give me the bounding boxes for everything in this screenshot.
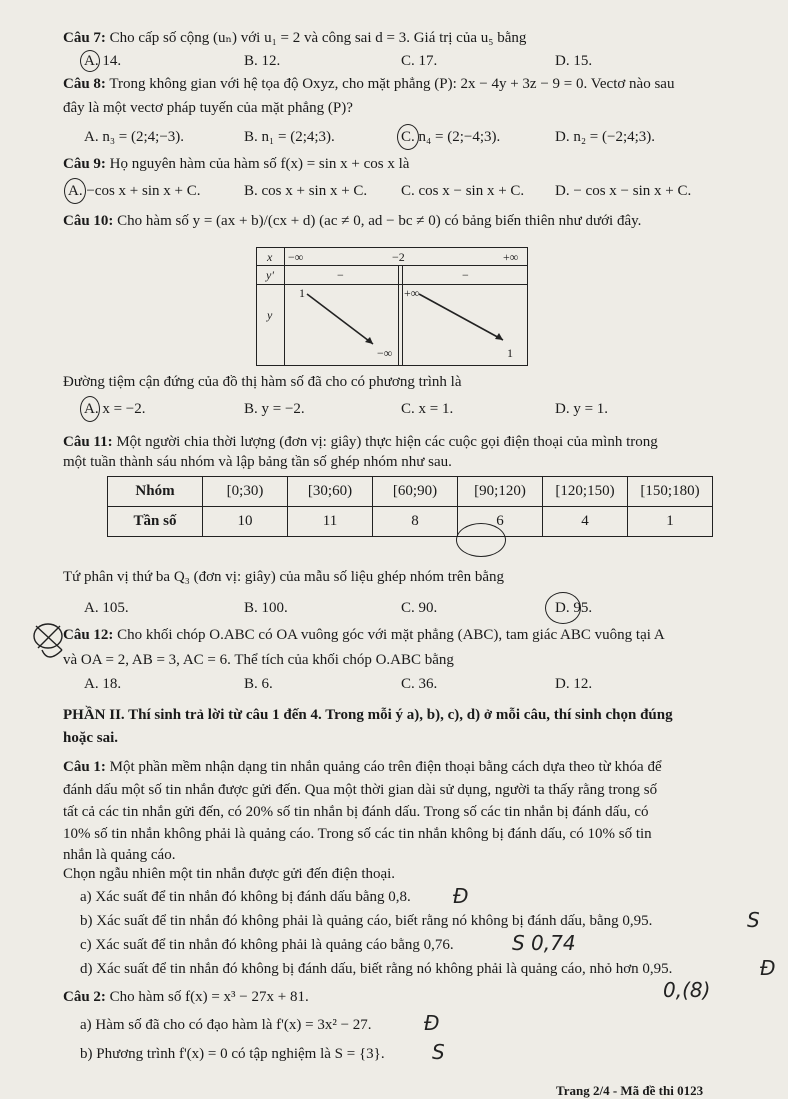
table-cell: 6 — [458, 507, 543, 537]
table-cell: [150;180) — [628, 477, 713, 507]
q9-option-c: C. cos x − sin x + C. — [401, 183, 525, 199]
vt-x-label: x — [267, 250, 273, 264]
handwritten-note: 0,(8) — [663, 978, 711, 1002]
q10-option-a: A. x = −2. — [84, 401, 146, 417]
table-cell: 1 — [628, 507, 713, 537]
q8-option-c: C. n₄ = (2;−4;3). — [401, 129, 501, 145]
q8-stem-line1: Câu 8: Trong không gian với hệ tọa độ Oxyz, cho mặt phẳng (P): 2x − 4y + 3z − 9 = 0. Vectơ nào sau — [63, 76, 675, 92]
q7-option-d: D. 15. — [555, 53, 593, 69]
handwritten-answer: Đ — [424, 1011, 440, 1035]
part2-heading-line1: PHẦN II. Thí sinh trả lời từ câu 1 đến 4. Trong mỗi ý a), b), c), d) ở mỗi câu, thí sinh chọn đúng — [63, 707, 673, 723]
scribble-mark — [30, 620, 70, 666]
p1-item-a: a) Xác suất để tin nhắn đó không bị đánh dấu bằng 0,8. — [80, 889, 411, 905]
q8-option-d: D. n₂ = (−2;4;3). — [555, 129, 656, 145]
part2-heading-line2: hoặc sai. — [63, 730, 119, 746]
p2-stem: Câu 2: Cho hàm số f(x) = x³ − 27x + 81. — [63, 989, 309, 1005]
p1-stem-line3: tất cả các tin nhắn gửi đến, có 20% số tin nhắn bị đánh dấu. Trong số các tin nhắn bị đánh dấu, có — [63, 804, 649, 820]
answer-circle-mark — [80, 50, 100, 72]
handwritten-answer: S — [747, 908, 760, 932]
p1-item-d: d) Xác suất để tin nhắn đó không bị đánh dấu, biết rằng nó không phải là quảng cáo, nhỏ hơn 0,95. — [80, 961, 673, 977]
vt-yprime-sign-right: − — [462, 268, 469, 282]
handwritten-answer: S 0,74 — [512, 931, 576, 955]
q10-stem: Câu 10: Cho hàm số y = (ax + b)/(cx + d) (ac ≠ 0, ad − bc ≠ 0) có bảng biến thiên như dưới đây. — [63, 213, 642, 229]
vt-x-neg-inf: −∞ — [288, 250, 304, 264]
vt-arrow-down-right — [419, 294, 503, 340]
p2-item-b: b) Phương trình f'(x) = 0 có tập nghiệm là S = {3}. — [80, 1046, 385, 1062]
q10-option-c: C. x = 1. — [401, 401, 454, 417]
p1-stem-line4: 10% số tin nhắn không phải là quảng cáo. Trong số các tin nhắn không bị đánh dấu, có 10% số tin — [63, 826, 652, 842]
table-cell: 10 — [203, 507, 288, 537]
page-footer: Trang 2/4 - Mã đề thi 0123 — [556, 1083, 704, 1098]
table-cell: 11 — [288, 507, 373, 537]
vt-y-left-bottom: −∞ — [377, 346, 393, 360]
table-cell: Tần số — [108, 507, 203, 537]
q7-option-c: C. 17. — [401, 53, 438, 69]
p1-item-b: b) Xác suất để tin nhắn đó không phải là quảng cáo, biết rằng nó không bị đánh dấu, bằng 0,95. — [80, 913, 653, 929]
p1-stem-line5: nhắn là quảng cáo. — [63, 847, 176, 863]
vt-arrows — [257, 248, 527, 365]
q11-stem-line2: một tuần thành sáu nhóm và lập bảng tần số ghép nhóm như sau. — [63, 454, 452, 470]
q11-option-c: C. 90. — [401, 600, 438, 616]
q12-option-c: C. 36. — [401, 676, 438, 692]
q9-stem: Câu 9: Họ nguyên hàm của hàm số f(x) = sin x + cos x là — [63, 156, 410, 172]
table-cell: Nhóm — [108, 477, 203, 507]
table-cell: [90;120) — [458, 477, 543, 507]
p1-item-c: c) Xác suất để tin nhắn đó không phải là quảng cáo bằng 0,76. — [80, 937, 454, 953]
answer-circle-mark — [456, 523, 506, 557]
q9-option-b: B. cos x + sin x + C. — [244, 183, 368, 199]
answer-circle-mark — [397, 124, 419, 150]
table-row — [108, 507, 713, 537]
q11-option-d: D. 95. — [555, 600, 593, 616]
q12-option-d: D. 12. — [555, 676, 593, 692]
q10-option-d: D. y = 1. — [555, 401, 609, 417]
q7-stem: Câu 7: Cho cấp số cộng (uₙ) với u₁ = 2 và công sai d = 3. Giá trị của u₅ bằng — [63, 30, 527, 46]
handwritten-answer: S — [432, 1040, 445, 1064]
table-cell: 8 — [373, 507, 458, 537]
q7-option-b: B. 12. — [244, 53, 281, 69]
table-row — [108, 477, 713, 507]
q9-option-a: A. −cos x + sin x + C. — [68, 183, 201, 199]
vt-y-label: y — [267, 308, 273, 322]
q12-option-a: A. 18. — [84, 676, 122, 692]
vt-arrow-down-left — [307, 294, 373, 344]
table-cell: [60;90) — [373, 477, 458, 507]
q11-stem-line1: Câu 11: Một người chia thời lượng (đơn vị: giây) thực hiện các cuộc gọi điện thoại của mình trong — [63, 434, 658, 450]
q11-option-a: A. 105. — [84, 600, 129, 616]
q10-question: Đường tiệm cận đứng của đồ thị hàm số đã cho có phương trình là — [63, 374, 462, 390]
vt-y-right-bottom: 1 — [507, 346, 513, 360]
vt-x-minus2: −2 — [392, 250, 405, 264]
p1-stem-line1: Câu 1: Một phần mềm nhận dạng tin nhắn quảng cáo trên điện thoại bằng cách dựa theo từ khóa để — [63, 759, 662, 775]
answer-circle-mark — [64, 178, 86, 204]
q12-stem-line2: và OA = 2, AB = 3, AC = 6. Thể tích của khối chóp O.ABC bằng — [63, 652, 454, 668]
vt-yprime-sign-left: − — [337, 268, 344, 282]
q11-option-b: B. 100. — [244, 600, 288, 616]
q7-option-a: A. 14. — [84, 53, 122, 69]
p2-item-a: a) Hàm số đã cho có đạo hàm là f'(x) = 3x² − 27. — [80, 1017, 372, 1033]
q9-option-d: D. − cos x − sin x + C. — [555, 183, 692, 199]
table-cell: 4 — [543, 507, 628, 537]
q8-option-b: B. n₁ = (2;4;3). — [244, 129, 335, 145]
q12-stem-line1: Câu 12: Cho khối chóp O.ABC có OA vuông góc với mặt phẳng (ABC), tam giác ABC vuông tại A — [63, 627, 665, 643]
answer-circle-mark — [545, 592, 581, 624]
p1-stem-line6: Chọn ngẫu nhiên một tin nhắn được gửi đến điện thoại. — [63, 866, 396, 882]
variation-table — [256, 247, 528, 366]
q10-option-b: B. y = −2. — [244, 401, 305, 417]
table-cell: [0;30) — [203, 477, 288, 507]
p1-stem-line2: đánh dấu một số tin nhắn được gửi đến. Qua một thời gian dài sử dụng, người ta thấy rằng trong số — [63, 782, 658, 798]
vt-yprime-label: y' — [266, 268, 274, 282]
vt-x-pos-inf: +∞ — [503, 250, 519, 264]
handwritten-answer: Đ — [760, 956, 776, 980]
vt-y-left-top: 1 — [299, 286, 305, 300]
frequency-table — [107, 476, 713, 537]
q8-stem-line2: đây là một vectơ pháp tuyến của mặt phẳng (P)? — [63, 100, 353, 116]
table-cell: [30;60) — [288, 477, 373, 507]
q8-option-a: A. n₃ = (2;4;−3). — [84, 129, 185, 145]
table-cell: [120;150) — [543, 477, 628, 507]
handwritten-answer: Đ — [453, 884, 469, 908]
answer-circle-mark — [80, 396, 100, 422]
vt-y-right-top: +∞ — [404, 286, 420, 300]
q12-option-b: B. 6. — [244, 676, 273, 692]
q11-question: Tứ phân vị thứ ba Q₃ (đơn vị: giây) của mẫu số liệu ghép nhóm trên bằng — [63, 569, 504, 585]
